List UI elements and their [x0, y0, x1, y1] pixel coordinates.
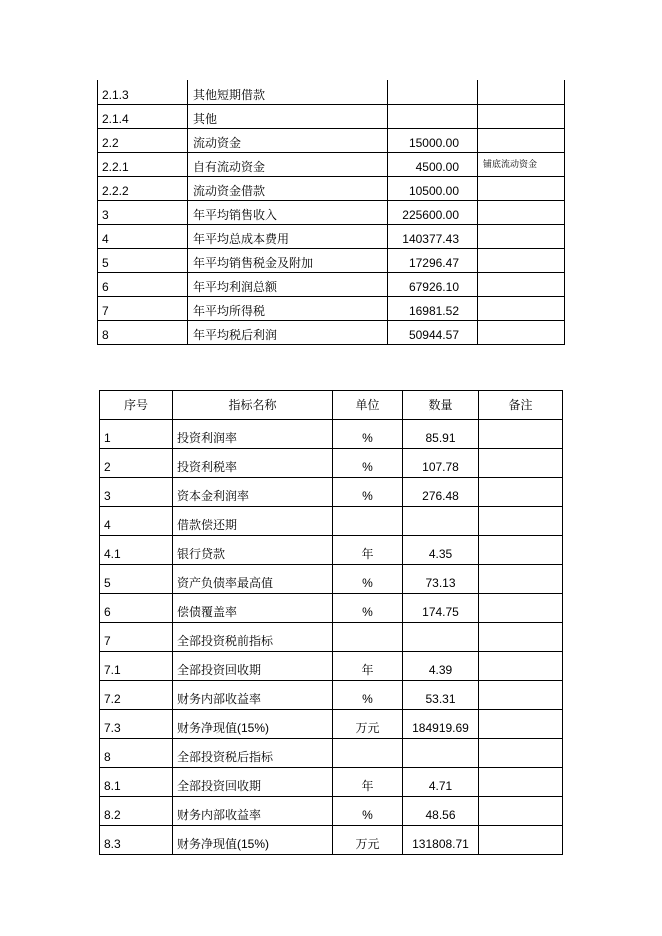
indicator-quantity: 107.78 [403, 449, 479, 478]
indicator-name: 投资利润率 [173, 420, 333, 449]
indicator-unit: % [333, 478, 403, 507]
indicator-unit [333, 507, 403, 536]
row-remark [478, 104, 565, 128]
row-item-name: 其他 [188, 104, 388, 128]
indicator-row [100, 623, 563, 652]
indicator-unit: % [333, 681, 403, 710]
indicator-remark [479, 739, 563, 768]
indicator-row [100, 681, 563, 710]
indicator-serial-no: 6 [100, 594, 173, 623]
row-amount: 4500.00 [388, 152, 478, 176]
row-serial-no: 7 [98, 296, 188, 320]
header-unit: 单位 [333, 391, 403, 420]
row-remark [478, 272, 565, 296]
indicator-remark [479, 652, 563, 681]
indicator-remark [479, 623, 563, 652]
indicator-serial-no: 8.3 [100, 826, 173, 855]
investment-row [98, 272, 565, 296]
indicator-serial-no: 4.1 [100, 536, 173, 565]
row-serial-no: 2.1.3 [98, 80, 188, 104]
indicator-serial-no: 7.1 [100, 652, 173, 681]
indicator-name: 财务净现值(15%) [173, 826, 333, 855]
indicator-name: 资产负债率最高值 [173, 565, 333, 594]
indicator-quantity: 85.91 [403, 420, 479, 449]
investment-summary-body [98, 80, 565, 344]
row-serial-no: 4 [98, 224, 188, 248]
indicator-unit [333, 739, 403, 768]
row-amount: 16981.52 [388, 296, 478, 320]
indicator-remark [479, 478, 563, 507]
row-remark [478, 200, 565, 224]
indicator-row [100, 826, 563, 855]
indicator-quantity: 174.75 [403, 594, 479, 623]
indicator-serial-no: 8 [100, 739, 173, 768]
header-serial-no: 序号 [100, 391, 173, 420]
indicator-serial-no: 8.2 [100, 797, 173, 826]
indicator-quantity: 53.31 [403, 681, 479, 710]
row-amount: 67926.10 [388, 272, 478, 296]
row-remark [478, 176, 565, 200]
indicator-name: 全部投资税前指标 [173, 623, 333, 652]
indicator-quantity: 4.71 [403, 768, 479, 797]
indicator-name: 财务净现值(15%) [173, 710, 333, 739]
row-serial-no: 3 [98, 200, 188, 224]
row-remark [478, 128, 565, 152]
row-serial-no: 2.2.1 [98, 152, 188, 176]
row-remark [478, 224, 565, 248]
investment-row [98, 80, 565, 104]
indicator-serial-no: 2 [100, 449, 173, 478]
row-item-name: 流动资金 [188, 128, 388, 152]
indicator-serial-no: 8.1 [100, 768, 173, 797]
indicator-name: 全部投资税后指标 [173, 739, 333, 768]
indicator-row [100, 797, 563, 826]
indicator-quantity: 73.13 [403, 565, 479, 594]
indicator-unit: % [333, 594, 403, 623]
indicator-row [100, 478, 563, 507]
economic-indicator-body [100, 391, 563, 855]
row-remark: 铺底流动资金 [478, 152, 565, 176]
indicator-quantity: 131808.71 [403, 826, 479, 855]
indicator-row [100, 565, 563, 594]
indicator-quantity [403, 507, 479, 536]
indicator-name: 借款偿还期 [173, 507, 333, 536]
indicator-remark [479, 565, 563, 594]
header-remarks: 备注 [479, 391, 563, 420]
indicator-serial-no: 3 [100, 478, 173, 507]
indicator-unit: % [333, 449, 403, 478]
indicator-remark [479, 507, 563, 536]
indicator-row [100, 652, 563, 681]
indicator-header-row [100, 391, 563, 420]
indicator-unit: 万元 [333, 710, 403, 739]
indicator-unit: 年 [333, 652, 403, 681]
row-amount: 225600.00 [388, 200, 478, 224]
indicator-row [100, 594, 563, 623]
indicator-row [100, 739, 563, 768]
row-amount: 10500.00 [388, 176, 478, 200]
indicator-remark [479, 710, 563, 739]
indicator-unit: 年 [333, 536, 403, 565]
indicator-name: 资本金利润率 [173, 478, 333, 507]
header-quantity: 数量 [403, 391, 479, 420]
investment-row [98, 152, 565, 176]
row-item-name: 流动资金借款 [188, 176, 388, 200]
indicator-name: 全部投资回收期 [173, 652, 333, 681]
row-amount: 15000.00 [388, 128, 478, 152]
investment-row [98, 320, 565, 344]
row-serial-no: 2.1.4 [98, 104, 188, 128]
indicator-quantity [403, 623, 479, 652]
row-serial-no: 8 [98, 320, 188, 344]
header-indicator-name: 指标名称 [173, 391, 333, 420]
row-amount [388, 104, 478, 128]
row-amount: 50944.57 [388, 320, 478, 344]
indicator-remark [479, 449, 563, 478]
row-item-name: 年平均所得税 [188, 296, 388, 320]
row-remark [478, 296, 565, 320]
indicator-quantity: 4.35 [403, 536, 479, 565]
indicator-unit: % [333, 420, 403, 449]
indicator-row [100, 507, 563, 536]
indicator-quantity: 4.39 [403, 652, 479, 681]
investment-row [98, 224, 565, 248]
indicator-remark [479, 681, 563, 710]
indicator-remark [479, 826, 563, 855]
row-amount: 17296.47 [388, 248, 478, 272]
row-amount [388, 80, 478, 104]
indicator-remark [479, 536, 563, 565]
indicator-row [100, 449, 563, 478]
indicator-serial-no: 4 [100, 507, 173, 536]
indicator-serial-no: 7.2 [100, 681, 173, 710]
indicator-quantity: 48.56 [403, 797, 479, 826]
investment-row [98, 128, 565, 152]
indicator-serial-no: 1 [100, 420, 173, 449]
indicator-unit: 年 [333, 768, 403, 797]
indicator-name: 全部投资回收期 [173, 768, 333, 797]
row-remark [478, 80, 565, 104]
indicator-remark [479, 768, 563, 797]
row-item-name: 年平均销售税金及附加 [188, 248, 388, 272]
row-serial-no: 2.2 [98, 128, 188, 152]
row-item-name: 年平均销售收入 [188, 200, 388, 224]
indicator-row [100, 420, 563, 449]
indicator-remark [479, 594, 563, 623]
indicator-row [100, 536, 563, 565]
indicator-unit: % [333, 565, 403, 594]
indicator-quantity: 184919.69 [403, 710, 479, 739]
indicator-row [100, 768, 563, 797]
indicator-name: 财务内部收益率 [173, 681, 333, 710]
row-serial-no: 5 [98, 248, 188, 272]
row-item-name: 年平均利润总额 [188, 272, 388, 296]
investment-summary-table [97, 80, 565, 345]
indicator-unit: % [333, 797, 403, 826]
indicator-name: 银行贷款 [173, 536, 333, 565]
indicator-name: 偿债覆盖率 [173, 594, 333, 623]
indicator-name: 财务内部收益率 [173, 797, 333, 826]
indicator-remark [479, 797, 563, 826]
indicator-quantity: 276.48 [403, 478, 479, 507]
indicator-serial-no: 5 [100, 565, 173, 594]
row-serial-no: 2.2.2 [98, 176, 188, 200]
indicator-remark [479, 420, 563, 449]
row-item-name: 其他短期借款 [188, 80, 388, 104]
row-remark [478, 248, 565, 272]
row-amount: 140377.43 [388, 224, 478, 248]
indicator-serial-no: 7 [100, 623, 173, 652]
indicator-quantity [403, 739, 479, 768]
row-item-name: 自有流动资金 [188, 152, 388, 176]
row-remark [478, 320, 565, 344]
row-serial-no: 6 [98, 272, 188, 296]
indicator-serial-no: 7.3 [100, 710, 173, 739]
row-item-name: 年平均总成本费用 [188, 224, 388, 248]
row-item-name: 年平均税后利润 [188, 320, 388, 344]
investment-row [98, 104, 565, 128]
investment-row [98, 248, 565, 272]
indicator-unit: 万元 [333, 826, 403, 855]
economic-indicator-table [99, 390, 563, 855]
indicator-row [100, 710, 563, 739]
investment-row [98, 200, 565, 224]
indicator-name: 投资利税率 [173, 449, 333, 478]
investment-row [98, 296, 565, 320]
investment-row [98, 176, 565, 200]
indicator-unit [333, 623, 403, 652]
